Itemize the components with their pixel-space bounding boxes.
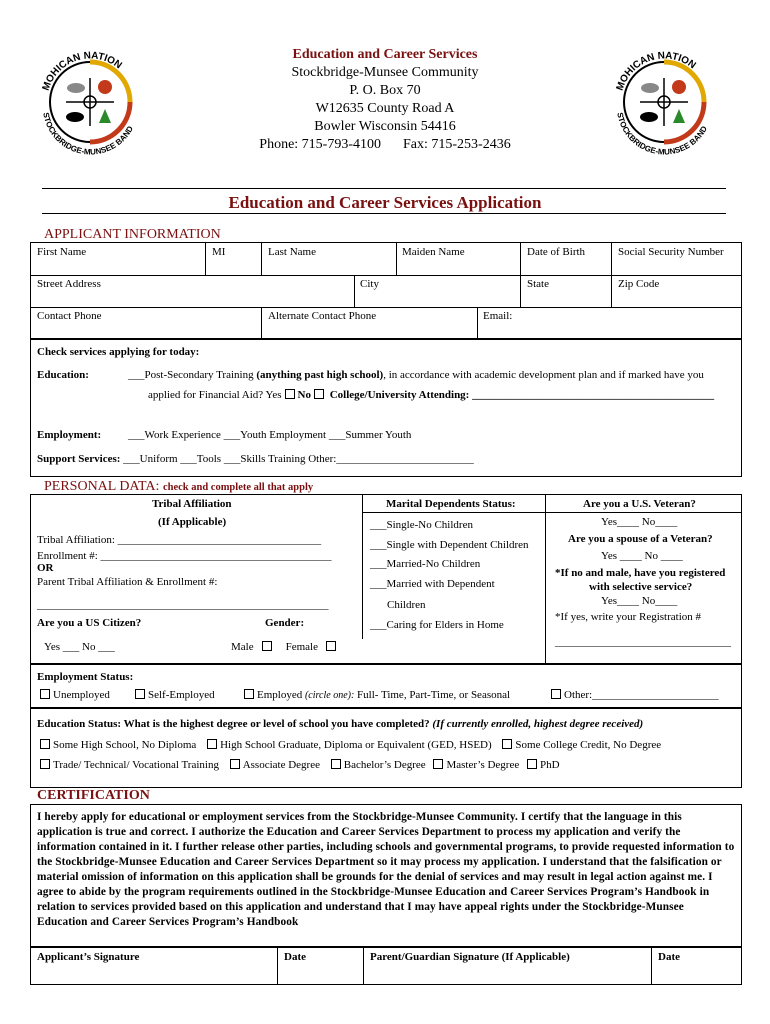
zip-field[interactable]: Zip Code	[618, 278, 660, 290]
question-text: applied for Financial Aid? Yes	[148, 389, 282, 401]
marital-option-4[interactable]: ___Married with Dependent	[370, 578, 495, 590]
tribal-subheading: (If Applicable)	[158, 516, 227, 528]
section-applicant: APPLICANT INFORMATION	[44, 227, 221, 242]
edu-checkbox[interactable]	[40, 759, 50, 769]
selective-question-2: with selective service?	[589, 581, 693, 593]
marital-heading: Marital Dependents Status:	[386, 498, 516, 510]
unemployed-label: Unemployed	[53, 689, 110, 701]
grid-col-line	[520, 242, 521, 307]
certification-text: I hereby apply for educational or employment services from the Stockbridge-Munsee Community. I certify that the language in this application is true and correct. I authorize the Education and Career Services Department to process my application and verify the information contained in it. I further release other parties, including schools and governmental programs, to provide requested information to the Stockbridge-Munsee Education and Career Services Department so it may process my application. I understand that the falsification or material omission of information on this application shall be grounds for the denial of services and may result in legal action against me. I agree to abide by the program requirements outlined in the Stockbridge-Munsee Education and Career Services Program’s Handbook in relation to services provided based on this application and understand that I may have appeal rights under the Stockbridge-Munsee Education and Career Services Program’s Handbook	[37, 811, 735, 928]
registration-label: *If yes, write your Registration #	[555, 611, 702, 623]
edu-option: Bachelor’s Degree	[343, 759, 426, 771]
gender-options	[231, 641, 339, 653]
tribal-affiliation-field[interactable]: Tribal Affiliation: _____________________________________	[37, 534, 322, 546]
col-line	[277, 947, 278, 985]
alt-phone-field[interactable]: Alternate Contact Phone	[268, 310, 377, 322]
ssn-field[interactable]: Social Security Number	[618, 246, 724, 258]
phone: Phone: 715-793-4100	[259, 137, 381, 152]
letterhead	[200, 46, 570, 154]
edu-option: Some College Credit, No Degree	[515, 739, 662, 751]
state-field[interactable]: State	[527, 278, 549, 290]
street-field[interactable]: Street Address	[37, 278, 101, 290]
phone-fax	[200, 136, 570, 154]
opt-text: , in accordance with academic development plan and if marked have you	[383, 369, 704, 381]
tribal-logo-left	[33, 45, 148, 160]
grid-row-line	[30, 275, 742, 276]
tribal-logo-right	[607, 45, 722, 160]
city-field[interactable]: City	[360, 278, 379, 290]
marital-option-2[interactable]: ___Single with Dependent Children	[370, 539, 529, 551]
female-checkbox[interactable]	[326, 641, 336, 651]
applicant-signature-field[interactable]: Applicant’s Signature	[37, 951, 140, 963]
male-label: Male	[231, 641, 254, 653]
section-certification: CERTIFICATION	[37, 788, 150, 803]
logo-text-top: MOHICAN NATION	[614, 50, 698, 93]
or-label: OR	[37, 562, 54, 574]
selective-answer[interactable]: Yes____ No____	[601, 595, 678, 607]
first-name-field[interactable]: First Name	[37, 246, 87, 258]
spouse-veteran-answer[interactable]: Yes ____ No ____	[601, 550, 683, 562]
education-status-heading	[37, 718, 643, 730]
employment-other[interactable]	[548, 689, 719, 701]
svg-text:STOCKBRIDGE-MUNSEE BAND	[615, 112, 709, 157]
financial-aid-question	[148, 389, 714, 401]
grid-col-line	[396, 242, 397, 275]
support-options[interactable]: ___Uniform ___Tools ___Skills Training Other:_________________________	[123, 453, 474, 465]
logo-text-bottom: STOCKBRIDGE-MUNSEE BAND	[41, 111, 135, 157]
edu-option: High School Graduate, Diploma or Equivalent (GED, HSED)	[220, 739, 492, 751]
financial-aid-no-checkbox[interactable]	[314, 389, 324, 399]
city-line: Bowler Wisconsin 54416	[314, 119, 456, 134]
col-line	[545, 494, 546, 664]
support-label: Support Services:	[37, 453, 121, 465]
employed-checkbox[interactable]	[244, 689, 254, 699]
spouse-veteran-question: Are you a spouse of a Veteran?	[568, 533, 713, 545]
services-heading: Check services applying for today:	[37, 346, 200, 358]
col-line	[362, 494, 363, 639]
grid-col-line	[205, 242, 206, 275]
date-field-1[interactable]: Date	[284, 951, 306, 963]
post-secondary-option[interactable]	[128, 369, 704, 381]
org-name: Education and Career Services	[292, 47, 478, 62]
employment-unemployed[interactable]	[37, 689, 110, 701]
po-box: P. O. Box 70	[349, 83, 421, 98]
employment-self[interactable]	[132, 689, 215, 701]
parent-affiliation-label: Parent Tribal Affiliation & Enrollment #:	[37, 576, 218, 588]
heading-note: (If currently enrolled, highest degree received)	[432, 718, 644, 730]
gender-label: Gender:	[265, 617, 305, 629]
edu-option: Associate Degree	[242, 759, 320, 771]
veteran-answer[interactable]: Yes____ No____	[601, 516, 678, 528]
unemployed-checkbox[interactable]	[40, 689, 50, 699]
page-title: Education and Career Services Application	[228, 193, 542, 212]
mi-field[interactable]: MI	[212, 246, 226, 258]
grid-col-line	[261, 242, 262, 275]
self-employed-label: Self-Employed	[148, 689, 215, 701]
section-title: PERSONAL DATA:	[44, 479, 160, 494]
registration-field[interactable]: ________________________________	[555, 636, 731, 648]
street-address: W12635 County Road A	[315, 101, 455, 116]
col-line	[363, 947, 364, 985]
employed-label: Employed	[257, 689, 303, 701]
marital-option-1[interactable]: ___Single-No Children	[370, 519, 473, 531]
fax: Fax: 715-253-2436	[403, 137, 511, 152]
contact-phone-field[interactable]: Contact Phone	[37, 310, 102, 322]
grid-col-line	[611, 242, 612, 307]
title-rule-top	[42, 188, 726, 189]
opt-text: ___Post-Secondary Training	[128, 369, 257, 381]
education-label: Education:	[37, 369, 89, 381]
col-line	[651, 947, 652, 985]
date-field-2[interactable]: Date	[658, 951, 680, 963]
no-label: No	[297, 389, 311, 401]
education-options-row-2	[37, 759, 560, 771]
maiden-name-field[interactable]: Maiden Name	[402, 246, 465, 258]
marital-option-3[interactable]: ___Married-No Children	[370, 558, 481, 570]
logo-text-top: MOHICAN NATION	[40, 50, 124, 93]
email-field[interactable]: Email:	[483, 310, 513, 322]
last-name-field[interactable]: Last Name	[268, 246, 316, 258]
logo-text-bottom: STOCKBRIDGE-MUNSEE BAND	[615, 111, 709, 157]
edu-checkbox[interactable]	[331, 759, 341, 769]
employment-status-box	[30, 664, 742, 708]
employment-options[interactable]: ___Work Experience ___Youth Employment ___Summer Youth	[128, 429, 412, 441]
employment-types[interactable]: Full- Time, Part-Time, or Seasonal	[357, 689, 511, 701]
circle-one-note: (circle one):	[304, 690, 355, 701]
veteran-question: Are you a U.S. Veteran?	[583, 498, 696, 510]
svg-text:STOCKBRIDGE-MUNSEE BAND	[41, 112, 135, 157]
marital-option-4-cont: Children	[387, 599, 426, 611]
edu-checkbox[interactable]	[502, 739, 512, 749]
edu-checkbox[interactable]	[207, 739, 217, 749]
heading-text: Education Status: What is the highest degree or level of school you have completed?	[37, 718, 433, 730]
grid-row-line	[30, 307, 742, 308]
edu-option: Master’s Degree	[446, 759, 520, 771]
dob-field[interactable]: Date of Birth	[527, 246, 586, 258]
female-label: Female	[285, 641, 318, 653]
tribal-heading: Tribal Affiliation	[152, 498, 232, 510]
parent-affiliation-field[interactable]: _____________________________________________________	[37, 599, 329, 611]
edu-option: PhD	[539, 759, 560, 771]
edu-option: Some High School, No Diploma	[53, 739, 197, 751]
other-checkbox[interactable]	[551, 689, 561, 699]
parent-signature-field[interactable]: Parent/Guardian Signature (If Applicable)	[370, 951, 570, 963]
section-personal	[44, 479, 313, 495]
employment-status-heading: Employment Status:	[37, 671, 134, 683]
opt-emphasis: (anything past high school)	[256, 369, 384, 381]
other-field[interactable]: Other:_______________________	[564, 689, 719, 701]
grid-col-line	[354, 275, 355, 307]
edu-checkbox[interactable]	[433, 759, 443, 769]
grid-col-line	[477, 307, 478, 339]
citizen-answer[interactable]: Yes ___ No ___	[44, 641, 115, 653]
edu-option: Trade/ Technical/ Vocational Training	[53, 759, 219, 771]
marital-option-5[interactable]: ___Caring for Elders in Home	[370, 619, 504, 631]
employment-employed[interactable]	[241, 689, 510, 701]
title-rule-bottom	[42, 213, 726, 214]
grid-col-line	[261, 307, 262, 339]
section-note: check and complete all that apply	[162, 482, 314, 493]
community-name: Stockbridge-Munsee Community	[291, 65, 479, 80]
college-attending-field[interactable]: College/University Attending: ____________________________________________	[329, 389, 715, 401]
citizen-question: Are you a US Citizen?	[37, 617, 142, 629]
edu-checkbox[interactable]	[527, 759, 537, 769]
financial-aid-yes-checkbox[interactable]	[285, 389, 295, 399]
enrollment-field[interactable]: Enrollment #: __________________________________________	[37, 550, 332, 562]
selective-question-1: *If no and male, have you registered	[555, 567, 726, 579]
education-options-row-1	[37, 739, 661, 751]
edu-checkbox[interactable]	[230, 759, 240, 769]
row-line	[362, 512, 742, 513]
edu-checkbox[interactable]	[40, 739, 50, 749]
employment-label: Employment:	[37, 429, 102, 441]
male-checkbox[interactable]	[262, 641, 272, 651]
self-employed-checkbox[interactable]	[135, 689, 145, 699]
support-services[interactable]	[37, 453, 474, 465]
